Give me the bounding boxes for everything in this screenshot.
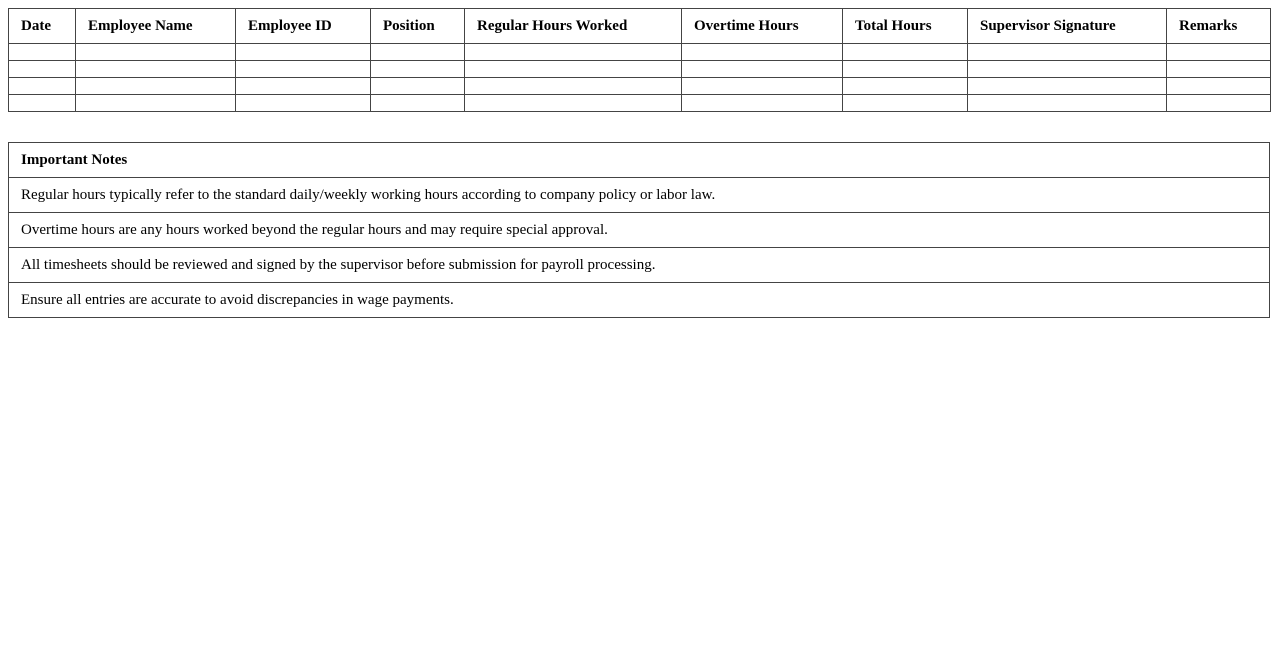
empty-cell[interactable] [76, 61, 236, 78]
empty-cell[interactable] [236, 78, 371, 95]
empty-cell[interactable] [968, 61, 1167, 78]
header-employee-id: Employee ID [236, 9, 371, 44]
table-row [9, 44, 1271, 61]
empty-cell[interactable] [236, 61, 371, 78]
header-regular-hours: Regular Hours Worked [465, 9, 682, 44]
empty-cell[interactable] [236, 44, 371, 61]
notes-title: Important Notes [9, 143, 1270, 178]
header-date: Date [9, 9, 76, 44]
empty-cell[interactable] [465, 44, 682, 61]
notes-table [8, 142, 1270, 318]
empty-cell[interactable] [76, 78, 236, 95]
empty-cell[interactable] [968, 78, 1167, 95]
table-row [9, 61, 1271, 78]
empty-cell[interactable] [1167, 78, 1271, 95]
empty-cell[interactable] [9, 44, 76, 61]
empty-cell[interactable] [682, 61, 843, 78]
empty-cell[interactable] [371, 44, 465, 61]
empty-cell[interactable] [371, 78, 465, 95]
empty-cell[interactable] [371, 95, 465, 112]
empty-cell[interactable] [465, 78, 682, 95]
empty-cell[interactable] [843, 95, 968, 112]
empty-cell[interactable] [1167, 95, 1271, 112]
empty-cell[interactable] [682, 44, 843, 61]
empty-cell[interactable] [1167, 61, 1271, 78]
empty-cell[interactable] [1167, 44, 1271, 61]
empty-cell[interactable] [843, 78, 968, 95]
empty-cell[interactable] [968, 95, 1167, 112]
table-row [9, 95, 1271, 112]
header-row [9, 9, 1271, 44]
empty-cell[interactable] [76, 95, 236, 112]
empty-cell[interactable] [465, 95, 682, 112]
table-row [9, 78, 1271, 95]
empty-cell[interactable] [682, 95, 843, 112]
empty-cell[interactable] [76, 44, 236, 61]
empty-cell[interactable] [9, 95, 76, 112]
empty-cell[interactable] [371, 61, 465, 78]
header-overtime-hours: Overtime Hours [682, 9, 843, 44]
note-item: Ensure all entries are accurate to avoid discrepancies in wage payments. [9, 283, 1270, 318]
note-item: Regular hours typically refer to the standard daily/weekly working hours according to company policy or labor law. [9, 178, 1270, 213]
header-employee-name: Employee Name [76, 9, 236, 44]
header-total-hours: Total Hours [843, 9, 968, 44]
note-item: All timesheets should be reviewed and signed by the supervisor before submission for payroll processing. [9, 248, 1270, 283]
empty-cell[interactable] [682, 78, 843, 95]
header-supervisor-signature: Supervisor Signature [968, 9, 1167, 44]
empty-cell[interactable] [9, 78, 76, 95]
header-position: Position [371, 9, 465, 44]
timesheet-table [8, 8, 1271, 112]
header-remarks: Remarks [1167, 9, 1271, 44]
empty-cell[interactable] [236, 95, 371, 112]
empty-cell[interactable] [968, 44, 1167, 61]
empty-cell[interactable] [465, 61, 682, 78]
empty-cell[interactable] [9, 61, 76, 78]
empty-cell[interactable] [843, 44, 968, 61]
empty-cell[interactable] [843, 61, 968, 78]
note-item: Overtime hours are any hours worked beyond the regular hours and may require special approval. [9, 213, 1270, 248]
